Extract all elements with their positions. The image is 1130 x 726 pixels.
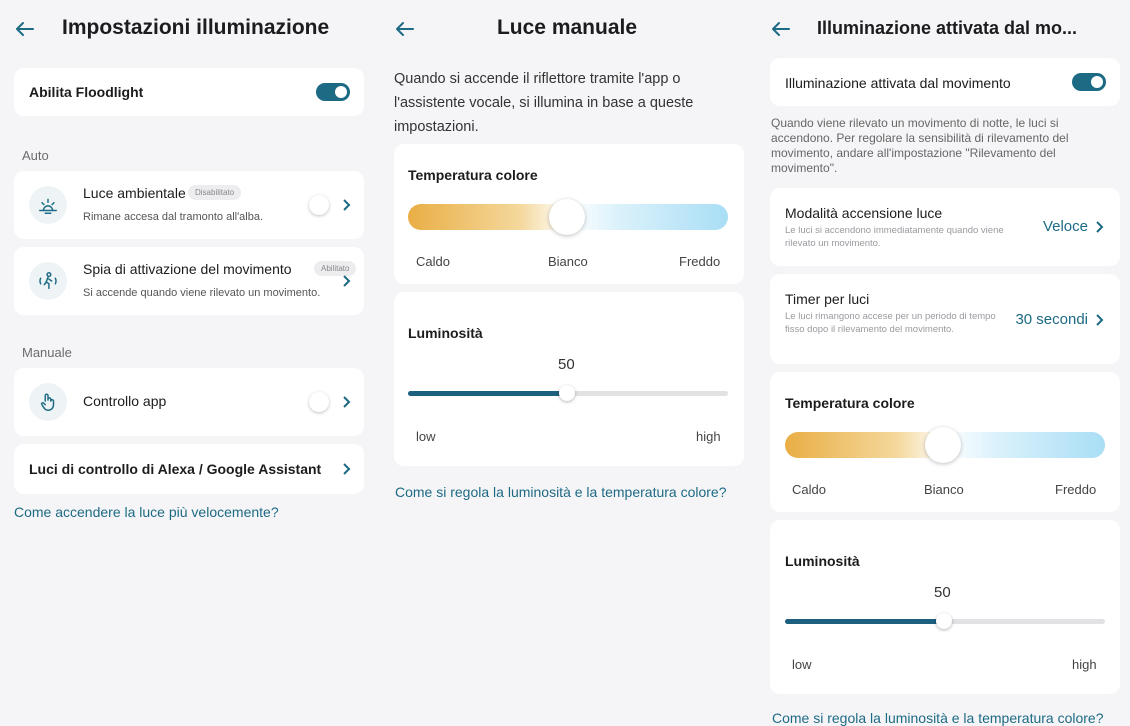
light-mode-value-text: Veloce: [1042, 218, 1088, 235]
high-label: high: [1072, 657, 1097, 672]
chevron-right-icon: [339, 462, 353, 476]
help-link[interactable]: Come si regola la luminosità e la temperatura colore?: [395, 484, 727, 500]
app-control-title: Controllo app: [83, 393, 167, 409]
color-temp-title: Temperatura colore: [408, 167, 538, 183]
light-timer-value: [1015, 311, 1106, 328]
floodlight-row[interactable]: [14, 68, 364, 116]
light-timer-row[interactable]: [770, 274, 1120, 364]
brightness-card: [770, 520, 1120, 694]
touch-hand-icon: [29, 383, 67, 421]
header: [0, 0, 378, 58]
manual-light-screen: [378, 0, 756, 726]
help-link[interactable]: Come si regola la luminosità e la temperatura colore?: [772, 710, 1104, 726]
light-timer-value-text: 30 secondi: [1015, 311, 1088, 328]
high-label: high: [696, 429, 721, 444]
back-arrow-icon[interactable]: [10, 14, 40, 44]
brightness-handle[interactable]: [936, 613, 952, 629]
chevron-right-icon: [1092, 313, 1106, 327]
floodlight-label: Abilita Floodlight: [29, 84, 144, 100]
section-manual-label: Manuale: [22, 345, 72, 360]
motion-status-badge: Abilitato: [314, 261, 356, 276]
color-temp-handle[interactable]: [925, 427, 961, 463]
white-label: Bianco: [548, 254, 588, 269]
motion-lighting-toggle[interactable]: [1072, 73, 1106, 91]
chevron-right-icon: [339, 395, 353, 409]
low-label: low: [416, 429, 436, 444]
header: [756, 0, 1130, 58]
motion-subtitle: Si accende quando viene rilevato un movimento.: [83, 287, 321, 299]
alexa-google-title: Luci di controllo di Alexa / Google Assistant: [29, 461, 322, 477]
brightness-value: 50: [558, 356, 575, 373]
app-control-row[interactable]: [14, 368, 364, 436]
light-mode-subtitle: Le luci si accendono immediatamente quando viene rilevato un movimento.: [785, 225, 1004, 249]
motion-person-icon: [29, 262, 67, 300]
back-arrow-icon[interactable]: [766, 14, 796, 44]
warm-label: Caldo: [416, 254, 450, 269]
page-title: Illuminazione attivata dal mo...: [817, 18, 1078, 38]
brightness-value: 50: [934, 584, 951, 601]
light-mode-row[interactable]: [770, 188, 1120, 266]
brightness-title: Luminosità: [408, 325, 483, 341]
color-temperature-card: [770, 372, 1120, 512]
page-title: Luce manuale: [496, 16, 638, 39]
chevron-right-icon: [339, 198, 353, 212]
ambient-title: Luce ambientale: [83, 185, 186, 201]
sunrise-icon: [29, 186, 67, 224]
color-temp-title: Temperatura colore: [785, 395, 915, 411]
ambient-light-row[interactable]: [14, 171, 364, 239]
brightness-handle[interactable]: [559, 385, 575, 401]
cold-label: Freddo: [679, 254, 721, 269]
white-label: Bianco: [924, 482, 964, 497]
brightness-card: [394, 292, 744, 466]
app-control-toggle[interactable]: [309, 392, 329, 412]
help-link[interactable]: Come accendere la luce più velocemente?: [14, 504, 279, 520]
floodlight-toggle[interactable]: [316, 83, 350, 101]
brightness-title: Luminosità: [785, 553, 860, 569]
color-temp-handle[interactable]: [549, 199, 585, 235]
cold-label: Freddo: [1055, 482, 1097, 497]
chevron-right-icon: [339, 274, 353, 288]
ambient-toggle[interactable]: [309, 195, 329, 215]
warm-label: Caldo: [792, 482, 826, 497]
page-title: Impostazioni illuminazione: [62, 16, 330, 39]
motion-title: Spia di attivazione del movimento: [83, 261, 292, 277]
motion-lighting-label: Illuminazione attivata dal movimento: [785, 75, 1011, 91]
light-timer-subtitle: Le luci rimangono accese per un periodo di tempo fisso dopo il rilevamento del movimento.: [785, 311, 996, 335]
motion-description: Quando viene rilevato un movimento di notte, le luci si accendono. Per regolare la sensibilità di rilevamento del movimento, andare all'impostazione "Rilevamento del movimento".: [771, 116, 1069, 175]
lighting-settings-screen: [0, 0, 378, 726]
chevron-right-icon: [1092, 220, 1106, 234]
ambient-subtitle: Rimane accesa dal tramonto all'alba.: [83, 211, 264, 223]
low-label: low: [792, 657, 812, 672]
light-timer-title: Timer per luci: [785, 291, 870, 307]
section-auto-label: Auto: [22, 148, 49, 163]
ambient-status-badge: Disabilitato: [188, 185, 241, 200]
intro-text: Quando si accende il riflettore tramite l'app o l'assistente vocale, si illumina in base a queste impostazioni.: [394, 71, 694, 135]
light-mode-title: Modalità accensione luce: [785, 205, 943, 221]
alexa-google-row[interactable]: [14, 444, 364, 494]
header: [378, 0, 756, 58]
motion-lighting-screen: [756, 0, 1130, 726]
motion-light-row[interactable]: [14, 247, 364, 315]
motion-lighting-row[interactable]: [770, 58, 1120, 106]
color-temperature-card: [394, 144, 744, 284]
light-mode-value: [1043, 218, 1106, 235]
